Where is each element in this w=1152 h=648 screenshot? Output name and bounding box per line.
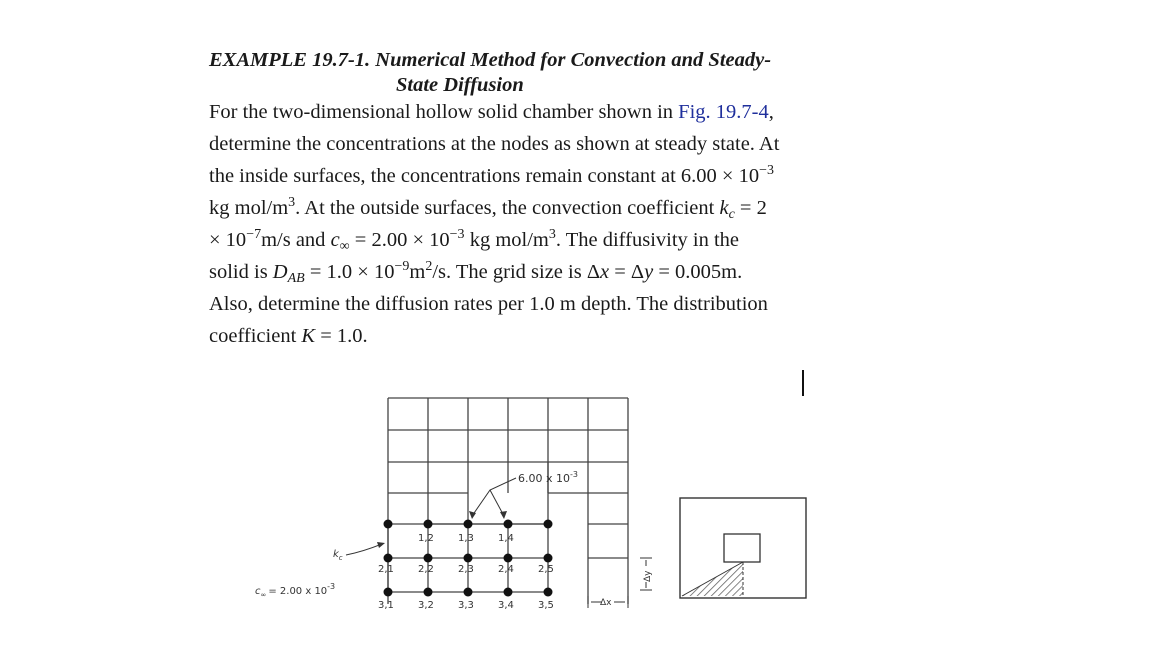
node-label: 3,3	[458, 600, 474, 611]
statement-line-1: For the two-dimensional hollow solid chamber shown in Fig. 19.7-4,	[209, 101, 774, 123]
node-labels	[378, 533, 554, 611]
c-infinity-label: $c_\infty = 2.00$ x $10^{-3}$	[255, 582, 336, 599]
node-dot	[424, 554, 433, 563]
statement-line-7: Also, determine the diffusion rates per 1.0 m depth. The distribution	[209, 293, 768, 315]
delta-x-label: Δx	[600, 598, 612, 608]
problem-statement	[209, 96, 869, 352]
node-label: 1,2	[418, 533, 434, 544]
node-dot	[424, 588, 433, 597]
statement-line-8: coefficient K = 1.0.	[209, 325, 368, 347]
node-label: 1,3	[458, 533, 474, 544]
node-dot	[544, 588, 553, 597]
statement-line-3: the inside surfaces, the concentrations remain constant at $6.00 \times 10^{-3}$	[209, 163, 774, 187]
statement-line-6: solid is $D_{AB} = 1.0 \times 10^{-9}m^2/s$. The grid size is Δx = Δy = 0.005m.	[209, 259, 743, 286]
node-label: 3,1	[378, 600, 394, 611]
node-dot	[504, 588, 513, 597]
node-dot	[544, 520, 553, 529]
node-dot	[384, 588, 393, 597]
node-dot	[504, 520, 513, 529]
node-dot	[544, 554, 553, 563]
kc-annotation	[333, 542, 385, 562]
node-label: 2,1	[378, 564, 394, 575]
example-title	[209, 46, 869, 99]
kc-label: $k_c$	[333, 549, 343, 562]
example-section	[209, 46, 869, 352]
figure-19-7-4	[250, 392, 820, 623]
key-diagram	[680, 498, 806, 598]
diagram-svg	[250, 392, 820, 618]
delta-y-marker	[640, 558, 653, 590]
node-dot	[424, 520, 433, 529]
node-dot	[384, 554, 393, 563]
node-dot	[464, 554, 473, 563]
node-label: 3,2	[418, 600, 434, 611]
node-dot	[464, 520, 473, 529]
example-title-line2: State Diffusion	[396, 74, 524, 96]
node-label: 3,5	[538, 600, 554, 611]
node-dot	[384, 520, 393, 529]
statement-line-2: determine the concentrations at the nodes as shown at steady state. At	[209, 133, 780, 155]
node-dot	[464, 588, 473, 597]
node-label: 2,5	[538, 564, 554, 575]
node-label: 2,2	[418, 564, 434, 575]
statement-line-5: × $10^{-7}m/s$ and $c_\infty = 2.00 \times 10^{-3}$ kg mol/$m^3$. The diffusivity in the	[209, 227, 740, 254]
node-dot	[504, 554, 513, 563]
inside-concentration-annotation	[469, 470, 578, 519]
example-title-line1: EXAMPLE 19.7-1. Numerical Method for Convection and Steady-	[209, 49, 772, 71]
node-label: 2,4	[498, 564, 514, 575]
delta-y-label: Δy	[643, 570, 653, 582]
node-label: 3,4	[498, 600, 514, 611]
node-label: 2,3	[458, 564, 474, 575]
node-label: 1,4	[498, 533, 514, 544]
figure-reference-link[interactable]: Fig. 19.7-4	[678, 101, 769, 123]
inside-conc-label: 6.00 x $10^{-3}$	[518, 470, 578, 485]
delta-x-marker	[588, 596, 628, 608]
statement-line-4: kg mol/$m^3$. At the outside surfaces, the convection coefficient $k_c = 2$	[209, 195, 767, 222]
